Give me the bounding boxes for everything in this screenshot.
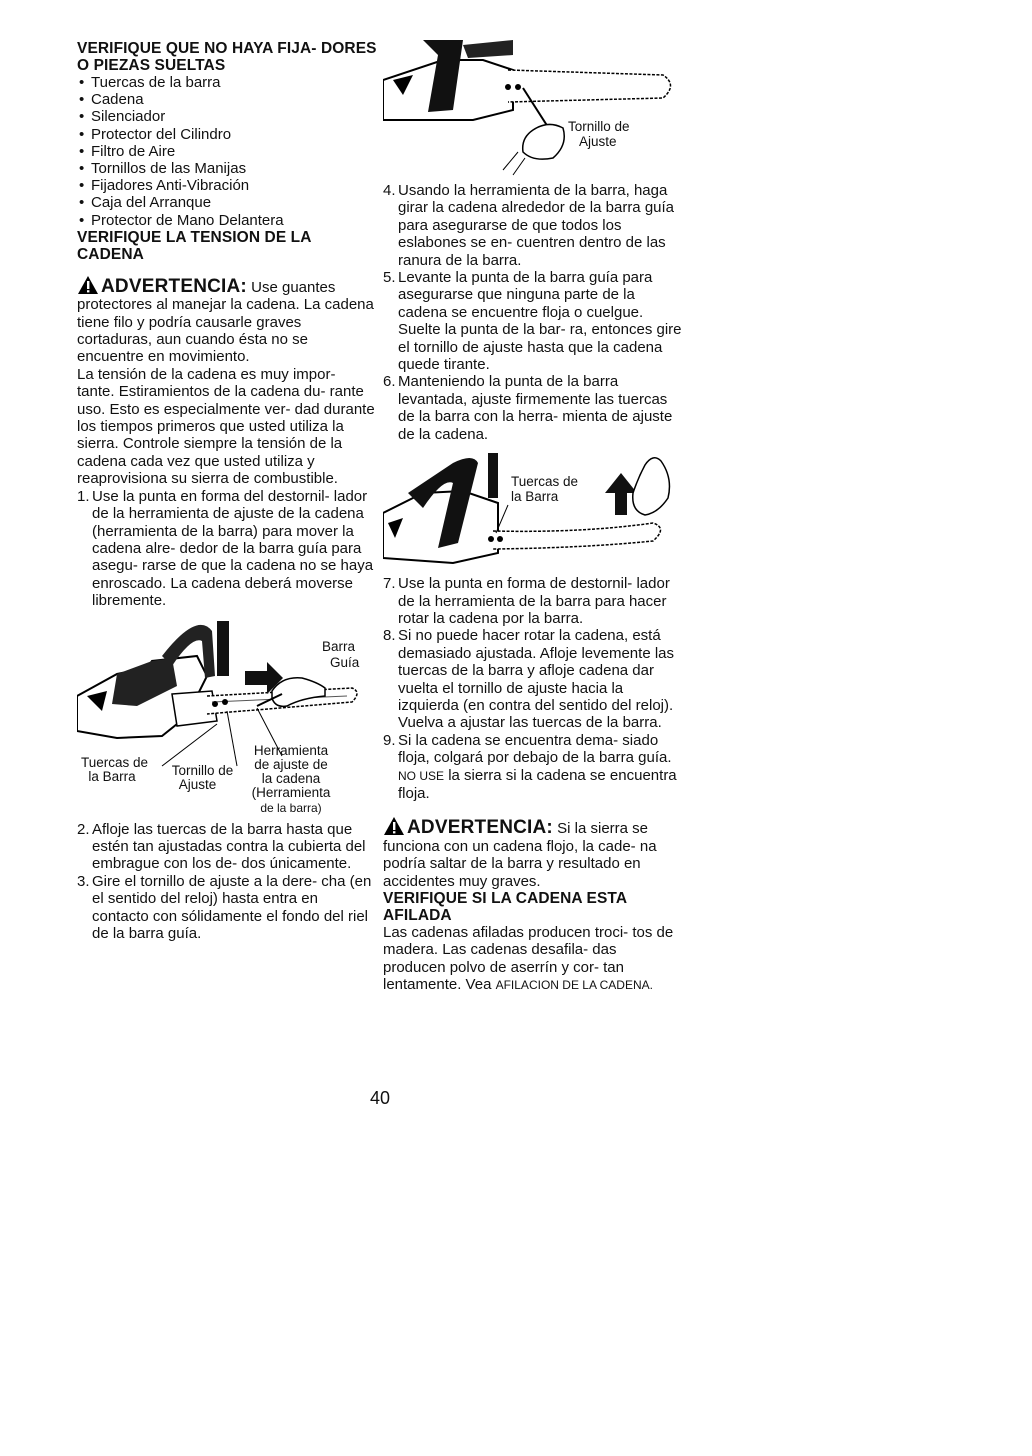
list-item	[383, 182, 683, 269]
label-ajuste: Ajuste	[579, 134, 617, 149]
steps-list-right	[383, 182, 683, 443]
step-text: Levante la punta de la barra guía para asegurarse que ninguna parte de la cadena se encuentre floja o cuelgue. Suelte la punta de la bar- ra, entonces gire el tornillo de ajuste hasta que la cadena quede tirante.	[398, 269, 682, 374]
figure-bar-tool	[77, 616, 377, 821]
list-item	[77, 873, 377, 943]
heading-sharp-chain: VERIFIQUE SI LA CADENA ESTA AFILADA	[383, 890, 627, 924]
step-number: 2.	[77, 820, 90, 838]
label-herramienta: (Herramienta	[251, 784, 331, 800]
step-number: 3.	[77, 872, 90, 890]
tension-paragraph: La tensión de la cadena es muy impor- tante. Estiramientos de la cadena du- rante uso. Esto es especialmente ver- dad durante los tiempos primeros que usted utiliza la sierra. Controle siempre la tensión de la cadena cada vez que usted utiliza y reaprovisiona su sierra de combustible.	[77, 365, 375, 488]
warning-block	[383, 816, 683, 890]
step-text: Use la punta en forma de destornil- lador de la herramienta de la barra para hacer rotar la cadena por la barra.	[398, 575, 670, 627]
label-herramienta: de la barra)	[260, 800, 322, 815]
figure-lift-bar	[383, 453, 683, 575]
step-text: la sierra si la cadena se encuentra floja.	[398, 766, 677, 802]
warning-text: Use guantes protectores al manejar la cadena. La cadena tiene filo y podría causarle graves cortaduras, aun cuando ésta no se encuentre en movimiento.	[77, 278, 374, 366]
chainsaw-adjust-illustration	[383, 40, 683, 178]
list-item: • Tuercas de la barra	[77, 74, 377, 91]
list-item	[77, 488, 377, 610]
chainsaw-lift-illustration	[383, 453, 683, 575]
label-herramienta: Herramienta	[253, 742, 329, 758]
step-text: Afloje las tuercas de la barra hasta que estén tan ajustadas contra la cubierta del embrague con los de- dos únicamente.	[92, 820, 366, 873]
step-number: 8.	[383, 627, 396, 645]
step-number: 9.	[383, 731, 396, 749]
heading-chain-tension: VERIFIQUE LA TENSION DE LA CADENA	[77, 228, 311, 263]
page-number: 40	[370, 1088, 391, 1108]
step-text: Use la punta en forma del destornil- lador de la herramienta de ajuste de la cadena (herramienta de la barra) para mover la cadena alre- dedor de la barra guía para asegu- rarse de que la cadena no se haya enroscado. La cadena deberá moverse libremente.	[92, 487, 374, 610]
left-column	[77, 40, 377, 942]
list-item	[383, 732, 683, 803]
sharp-chain-paragraph	[383, 924, 683, 995]
warning-triangle-icon	[383, 816, 405, 836]
list-item	[383, 627, 683, 731]
list-item	[383, 373, 683, 443]
warning-text: Si la sierra se funciona con un cadena flojo, la cade- na podría saltar de la barra y resultado en accidentes muy graves.	[383, 820, 657, 890]
do-not-use-text: NO USE	[398, 768, 445, 783]
steps-list-right-2	[383, 575, 683, 802]
list-item: • Protector del Cilindro	[77, 126, 377, 143]
label-barra: Barra	[322, 638, 356, 654]
list-item: • Filtro de Aire	[77, 143, 377, 160]
step-text: Si no puede hacer rotar la cadena, está demasiado ajustada. Afloje levemente las tuercas de la barra y afloje cadena dar vuelta el tornillo de ajuste hacia la izquierda (en contra del sentido del reloj). Vuelva a ajustar las tuercas de la barra.	[398, 627, 675, 732]
step-number: 4.	[383, 182, 396, 199]
warning-title: ADVERTENCIA:	[407, 817, 553, 839]
label-tuercas: Tuercas de	[80, 754, 149, 770]
step-text: Manteniendo la punta de la barra levantada, ajuste firmemente las tuercas de la barra con la herra- mienta de ajuste de la cadena.	[398, 373, 673, 443]
warning-triangle-icon	[77, 275, 99, 295]
step-number: 6.	[383, 373, 396, 391]
loose-parts-list	[77, 74, 377, 229]
label-ajuste: Ajuste	[178, 776, 217, 792]
label-tornillo: Tornillo de	[568, 119, 630, 134]
step-number: 5.	[383, 269, 396, 287]
heading-loose-parts: VERIFIQUE QUE NO HAYA FIJA- DORES O PIEZAS SUELTAS	[77, 40, 377, 74]
steps-list-left	[77, 488, 377, 610]
label-herramienta: de ajuste de	[254, 756, 328, 772]
list-item: • Tornillos de las Manijas	[77, 160, 377, 177]
sharp-chain-text: Las cadenas afiladas producen troci- tos de madera. Las cadenas desafila- das producen polvo de aserrín y cor- tan lentamente. Vea	[383, 924, 674, 994]
warning-title: ADVERTENCIA:	[101, 275, 247, 297]
step-text: Usando la herramienta de la barra, haga girar la cadena alrededor de la barra guía para asegurarse de que todos los eslabones se en- cuentren dentro de las ranura de la barra.	[398, 182, 675, 269]
list-item: • Silenciador	[77, 108, 377, 125]
steps-list-left-2	[77, 821, 377, 943]
label-la-barra: la Barra	[511, 489, 559, 505]
list-item: • Cadena	[77, 91, 377, 108]
list-item	[77, 821, 377, 873]
label-la-barra: la Barra	[88, 768, 136, 784]
sharp-chain-reference: AFILACION DE LA CADENA.	[495, 978, 653, 993]
step-text: Si la cadena se encuentra dema- siado floja, colgará por debajo de la barra guía.	[398, 731, 672, 767]
label-herramienta: la cadena	[261, 770, 321, 786]
step-number: 1.	[77, 487, 90, 505]
list-item: • Caja del Arranque	[77, 194, 377, 211]
figure-adjust-screw	[383, 40, 683, 178]
step-text: Gire el tornillo de ajuste a la dere- cha (en el sentido del reloj) hasta entra en contacto con sólidamente el fondo del riel de la barra guía.	[92, 872, 372, 942]
warning-block	[77, 275, 377, 366]
list-item: • Protector de Mano Delantera	[77, 212, 377, 229]
label-guia: Guía	[330, 654, 360, 670]
list-item	[383, 269, 683, 373]
list-item	[383, 575, 683, 627]
step-number: 7.	[383, 575, 396, 593]
right-column	[383, 40, 683, 995]
list-item: • Fijadores Anti-Vibración	[77, 177, 377, 194]
label-tornillo: Tornillo de	[171, 762, 234, 778]
label-tuercas: Tuercas de	[511, 474, 579, 490]
